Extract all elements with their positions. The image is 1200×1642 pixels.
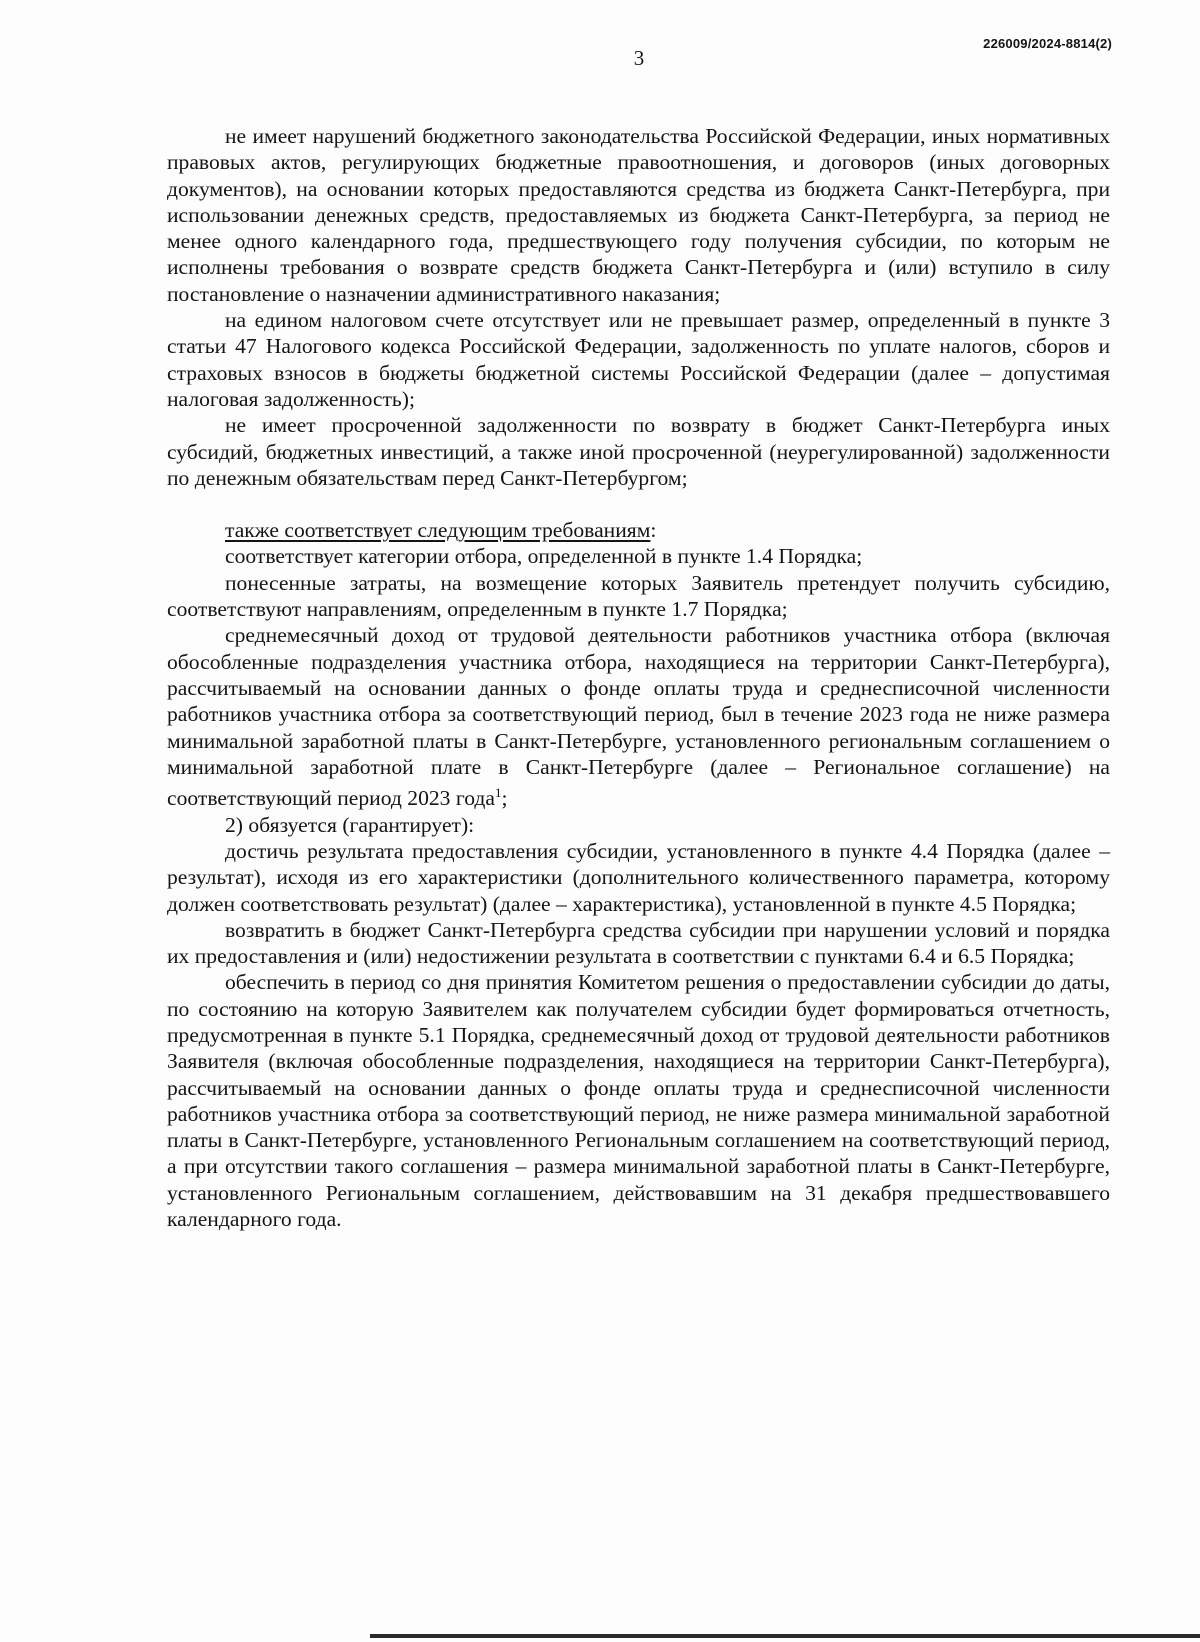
document-body (167, 123, 1110, 1232)
paragraph-no-budget-violations: не имеет нарушений бюджетного законодательства Российской Федерации, иных нормативных правовых актов, регулирующих бюджетные правоотношения, и договоров (иных договорных документов), на основании которых предоставляются средства из бюджета Санкт-Петербурга, при использовании денежных средств, предоставляемых из бюджета Санкт-Петербурга, за период не менее одного календарного года, предшествующего году получения субсидии, по которым не исполнены требования о возврате средств бюджета Санкт-Петербурга и (или) вступило в силу постановление о назначении административного наказания; (167, 124, 1110, 306)
footnote-marker: 1 (494, 785, 502, 801)
bottom-scan-edge-line (370, 1634, 1200, 1638)
requirement-item-costs: понесенные затраты, на возмещение которых Заявитель претендует получить субсидию, соответствуют направлениям, определенным в пункте 1.7 Порядка; (167, 570, 1110, 622)
requirements-heading-line (167, 517, 1110, 543)
document-registration-number: 226009/2024-8814(2) (983, 36, 1112, 51)
page-number: 3 (633, 46, 645, 70)
paragraph-spacer (167, 491, 1110, 517)
obligation-item-return-funds: возвратить в бюджет Санкт-Петербурга средства субсидии при нарушении условий и порядка их предоставления и (или) недостижении результата в соответствии с пунктами 6.4 и 6.5 Порядка; (167, 917, 1110, 969)
requirements-heading-colon: : (650, 518, 657, 543)
requirement-income-end: ; (501, 786, 508, 811)
paragraph-tax-debt: на едином налоговом счете отсутствует или не превышает размер, определенный в пункте 3 статьи 47 Налогового кодекса Российской Федерации, задолженность по уплате налогов, сборов и страховых взносов в бюджеты бюджетной системы Российской Федерации (далее – допустимая налоговая задолженность); (167, 308, 1110, 411)
requirement-item-category: соответствует категории отбора, определенной в пункте 1.4 Порядка; (225, 544, 863, 569)
paragraph-no-overdue-debt: не имеет просроченной задолженности по возврату в бюджет Санкт-Петербурга иных субсидий, бюджетных инвестиций, а также иной просроченной (неурегулированной) задолженности по денежным обязательствам перед Санкт-Петербургом; (167, 413, 1110, 490)
requirement-income-text: среднемесячный доход от трудовой деятельности работников участника отбора (включая обособленные подразделения участника отбора, находящиеся на территории Санкт-Петербурга), рассчитываемый на основании данных о фонде оплаты труда и среднесписочной численности работников участника отбора за соответствующий период, был в течение 2023 года не ниже размера минимальной заработной платы в Санкт-Петербурге, установленного региональным соглашением о минимальной заработной плате в Санкт-Петербурге (далее – Региональное соглашение) на соответствующий период 2023 года (167, 623, 1110, 811)
obligation-item-income-level: обеспечить в период со дня принятия Комитетом решения о предоставлении субсидии до даты, по состоянию на которую Заявителем как получателем субсидии будет формироваться отчетность, предусмотренная в пункте 5.1 Порядка, среднемесячный доход от трудовой деятельности работников Заявителя (включая обособленные подразделения, находящиеся на территории Санкт-Петербурга), рассчитываемый на основании данных о фонде оплаты труда и среднесписочной численности работников участника отбора за соответствующий период, не ниже размера минимальной заработной платы в Санкт-Петербурге, установленного Региональным соглашением на соответствующий период, а при отсутствии такого соглашения – размера минимальной заработной платы в Санкт-Петербурге, установленного Региональным соглашением, действовавшим на 31 декабря предшествовавшего календарного года. (167, 970, 1110, 1232)
requirements-heading: также соответствует следующим требованиям (225, 518, 651, 543)
obligations-heading: 2) обязуется (гарантирует): (225, 812, 475, 837)
obligation-item-result: достичь результата предоставления субсидии, установленного в пункте 4.4 Порядка (далее – результат), исходя из его характеристики (дополнительного количественного параметра, которому должен соответствовать результат) (далее – характеристика), установленной в пункте 4.5 Порядка; (167, 838, 1110, 916)
requirement-item-income (167, 622, 1110, 811)
